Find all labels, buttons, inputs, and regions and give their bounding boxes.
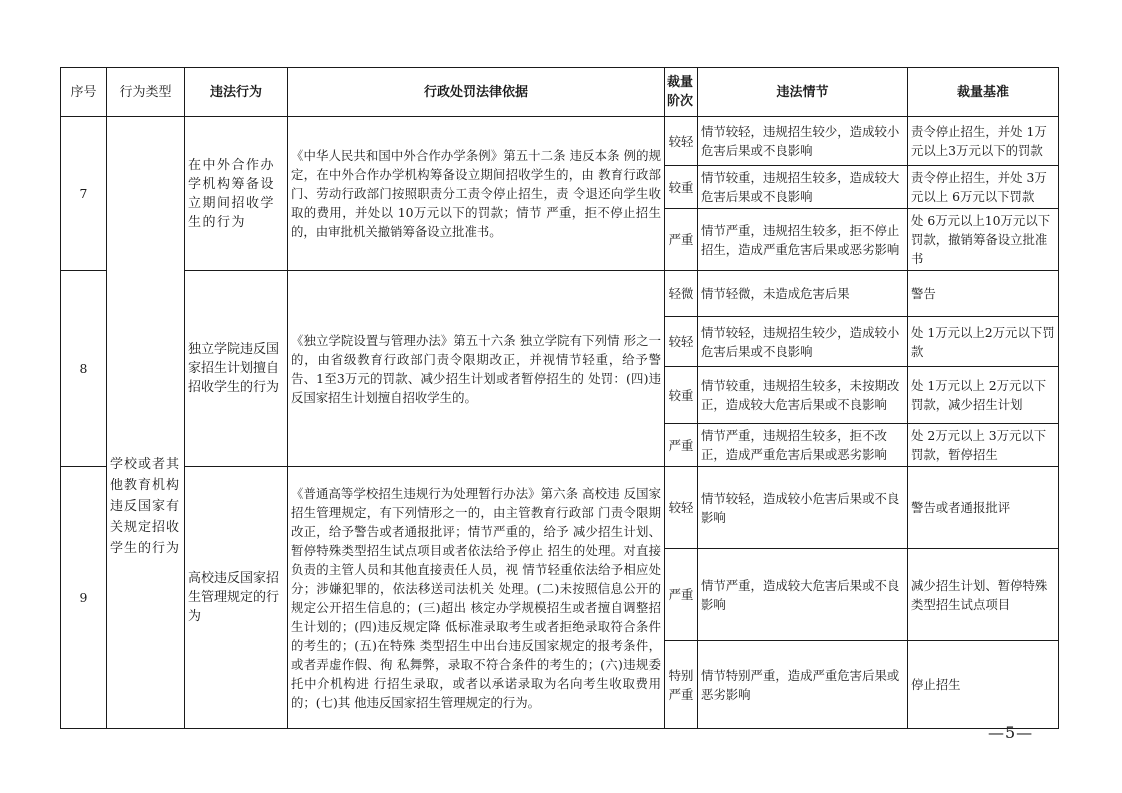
row9-level1-degree: 较轻 bbox=[665, 467, 698, 549]
row9-level2-std: 减少招生计划、暂停特殊类型招生试点项目 bbox=[908, 549, 1059, 641]
table-row bbox=[61, 271, 1059, 317]
row8-level3-degree: 较重 bbox=[665, 367, 698, 424]
row8-no: 8 bbox=[61, 271, 107, 467]
row9-level2-circ: 情节严重，造成较大危害后果或不良影响 bbox=[698, 549, 908, 641]
row7-level2-circ: 情节较重，违规招生较多，造成较大危害后果或不良影响 bbox=[698, 166, 908, 209]
row8-level2-std: 处 1万元以上2万元以下罚款 bbox=[908, 317, 1059, 367]
header-circ: 违法情节 bbox=[698, 68, 908, 117]
discretion-standard-table bbox=[60, 67, 1059, 729]
row7-level1-std: 责令停止招生，并处 1万元以上3万元以下的罚款 bbox=[908, 117, 1059, 166]
row8-level1-circ: 情节轻微，未造成危害后果 bbox=[698, 271, 908, 317]
row9-level1-circ: 情节较轻，造成较小危害后果或不良影响 bbox=[698, 467, 908, 549]
row9-act: 高校违反国家招 生管理规定的行 为 bbox=[185, 467, 288, 729]
row9-level1-std: 警告或者通报批评 bbox=[908, 467, 1059, 549]
row9-no: 9 bbox=[61, 467, 107, 729]
header-type: 行为类型 bbox=[107, 68, 185, 117]
row8-level2-circ: 情节较轻，违规招生较少，造成较小危害后果或不良影响 bbox=[698, 317, 908, 367]
header-no: 序号 bbox=[61, 68, 107, 117]
row8-level1-std: 警告 bbox=[908, 271, 1059, 317]
row7-level2-degree: 较重 bbox=[665, 166, 698, 209]
row8-level3-std: 处 1万元以上 2万元以下罚款，减少招生计划 bbox=[908, 367, 1059, 424]
table-row bbox=[61, 467, 1059, 549]
row7-act: 在中外合作办学机构筹备设立期间招收学生的行为 bbox=[185, 117, 288, 271]
row7-no: 7 bbox=[61, 117, 107, 271]
page-number: —5— bbox=[988, 723, 1034, 742]
row8-level4-std: 处 2万元以上 3万元以下罚款，暂停招生 bbox=[908, 424, 1059, 467]
row8-level4-circ: 情节严重，违规招生较多，拒不改正，造成严重危害后果或恶劣影响 bbox=[698, 424, 908, 467]
row9-level2-degree: 严重 bbox=[665, 549, 698, 641]
row7-level1-circ: 情节较轻，违规招生较少，造成较小危害后果或不良影响 bbox=[698, 117, 908, 166]
row8-level1-degree: 轻微 bbox=[665, 271, 698, 317]
row8-law: 《独立学院设置与管理办法》第五十六条 独立学院有下列情 形之一的，由省级教育行政部门责令限期改正，并视情节轻重，给予警告、1至3万元的罚款、减少招生计划或者暂停招生的 处罚：(四)违反国家招生计划擅自招收学生的。 bbox=[288, 271, 665, 467]
row7-level3-std: 处 6万元以上10万元以下罚款，撤销筹备设立批准书 bbox=[908, 209, 1059, 271]
header-std: 裁量基准 bbox=[908, 68, 1059, 117]
row7-level3-circ: 情节严重，违规招生较多，拒不停止招生，造成严重危害后果或恶劣影响 bbox=[698, 209, 908, 271]
header-act: 违法行为 bbox=[185, 68, 288, 117]
row9-level3-std: 停止招生 bbox=[908, 641, 1059, 729]
row8-level4-degree: 严重 bbox=[665, 424, 698, 467]
row7-level2-std: 责令停止招生，并处 3万元以上 6万元以下罚款 bbox=[908, 166, 1059, 209]
header-degree: 裁量阶次 bbox=[665, 68, 698, 117]
row8-level3-circ: 情节较重，违规招生较多，未按期改正，造成较大危害后果或不良影响 bbox=[698, 367, 908, 424]
row9-level3-circ: 情节特别严重，造成严重危害后果或恶劣影响 bbox=[698, 641, 908, 729]
category-cell: 学校或者其他教育机构违反国家有关规定招收学生的行为 bbox=[107, 117, 185, 729]
row7-level1-degree: 较轻 bbox=[665, 117, 698, 166]
row7-law: 《中华人民共和国中外合作办学条例》第五十二条 违反本条 例的规定，在中外合作办学机构筹备设立期间招收学生的，由 教育行政部门、劳动行政部门按照职责分工责令停止招生，责 令退还向学生收取的费用，并处以 10万元以下的罚款；情节 严重，拒不停止招生的，由审批机关撤销筹备设立批准书。 bbox=[288, 117, 665, 271]
row8-level2-degree: 较轻 bbox=[665, 317, 698, 367]
table-row bbox=[61, 117, 1059, 166]
row8-act: 独立学院违反国 家招生计划擅自 招收学生的行为 bbox=[185, 271, 288, 467]
row9-law: 《普通高等学校招生违规行为处理暂行办法》第六条 高校违 反国家招生管理规定，有下列情形之一的，由主管教育行政部 门责令限期改正，给予警告或者通报批评；情节严重的，给予 减少招生计划、暂停特殊类型招生试点项目或者依法给予停止 招生的处理。对直接负责的主管人员和其他直接责任人员，视 情节轻重依法给予相应处分；涉嫌犯罪的，依法移送司法机关 处理。(二)未按照信息公开的规定公开招生信息的；(三)超出 核定办学规模招生或者擅自调整招生计划的；(四)违反规定降 低标准录取考生或者拒绝录取符合条件的考生的；(五)在特殊 类型招生中出台违反国家规定的报考条件，或者弄虚作假、徇 私舞弊，录取不符合条件的考生的；(六)违规委托中介机构进 行招生录取，或者以承诺录取为名向考生收取费用的；(七)其 他违反国家招生管理规定的行为。 bbox=[288, 467, 665, 729]
table-header-row bbox=[61, 68, 1059, 117]
header-law: 行政处罚法律依据 bbox=[288, 68, 665, 117]
row9-level3-degree: 特别严重 bbox=[665, 641, 698, 729]
row7-level3-degree: 严重 bbox=[665, 209, 698, 271]
